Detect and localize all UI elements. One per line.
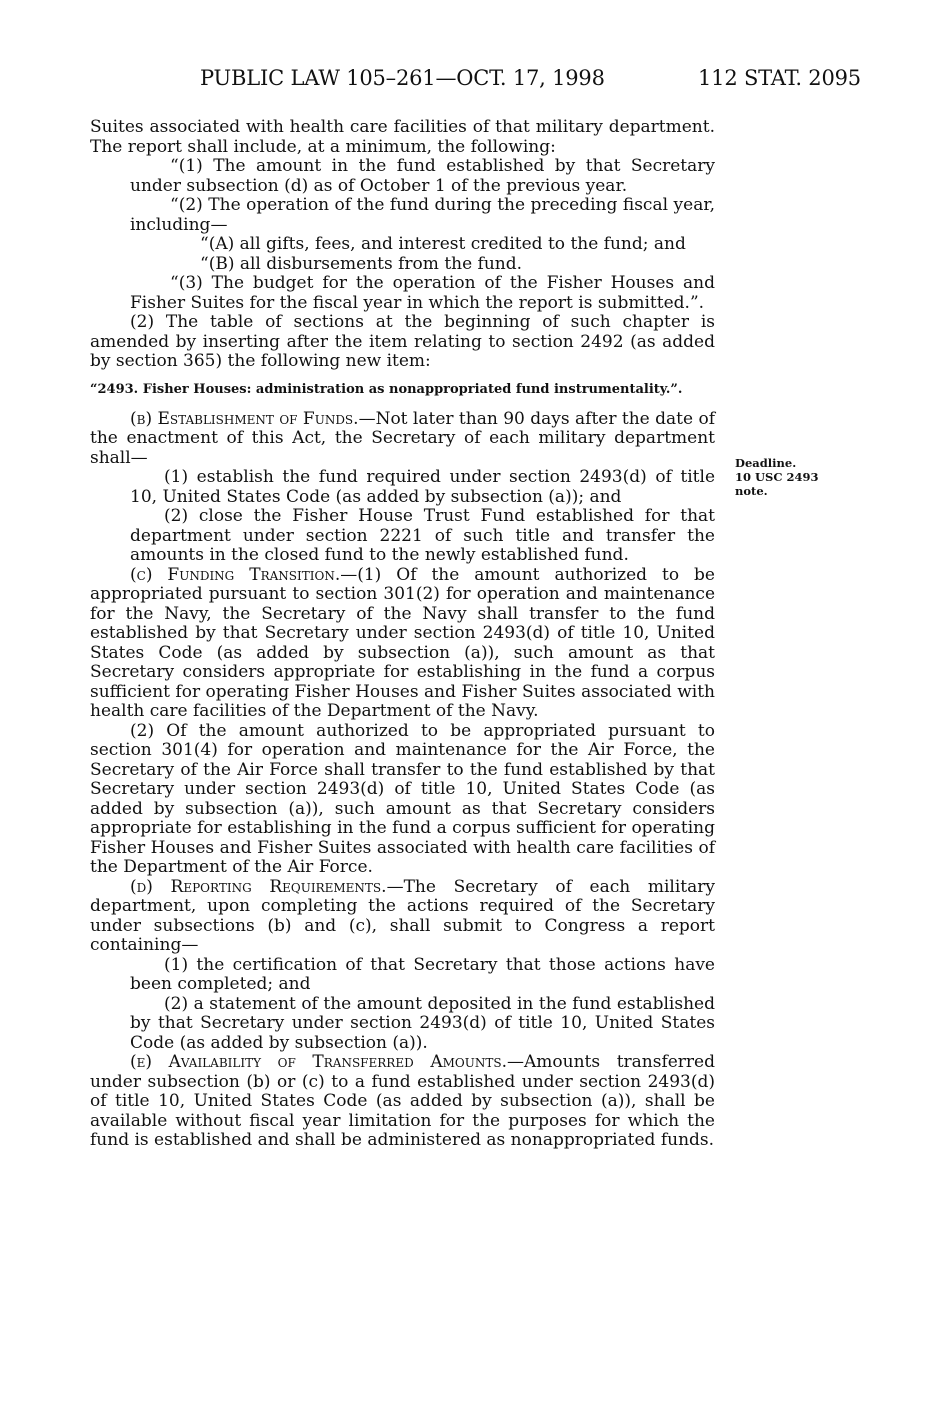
paragraph: (1) establish the fund required under section 2493(d) of title 10, United States Code (as added by subsection (a)); and [130, 467, 715, 507]
subsection-text: —The Secretary of each military department, upon completing the actions required of the Secretary under subsections (b) and (c), shall submit to Congress a report containing— [90, 876, 715, 955]
subsection-text: —Not later than 90 days after the date of the enactment of this Act, the Secretary of each military department shall— [90, 408, 715, 468]
paragraph: (2) close the Fisher House Trust Fund established for that department under section 2221 of such title and transfer the amounts in the closed fund to the newly established fund. [130, 506, 715, 565]
running-header-page: 112 STAT. 2095 [698, 66, 861, 90]
subsection-e [90, 1053, 715, 1151]
margin-note [735, 456, 845, 498]
paragraph: “(B) all disbursements from the fund. [200, 253, 523, 274]
margin-note-note: note. [735, 484, 768, 498]
paragraph: (2) a statement of the amount deposited in the fund established by that Secretary under section 2493(d) of title 10, United States Code (as added by subsection (a)). [130, 993, 715, 1053]
subsection-heading: (d) Reporting Requirements. [130, 876, 387, 897]
paragraph: Suites associated with health care facilities of that military department. The report shall include, at a minimum, the following: [90, 117, 715, 157]
table-of-sections-item: “2493. Fisher Houses: administration as nonappropriated fund instrumentality.”. [90, 381, 683, 397]
subsection-b [90, 410, 715, 469]
subsection-heading: (e) Availability of Transferred Amounts. [130, 1052, 507, 1072]
subsection-d [90, 878, 715, 956]
subsection-text: —Amounts transferred under subsection (b) or (c) to a fund established under section 2493(d) of title 10, United States Code (as added by subsection (a)), shall be available without fiscal year limitation for the purposes for which the fund is established and shall be administered as nonappropriated funds. [90, 1052, 716, 1150]
margin-note-usc: 10 USC 2493 [735, 470, 819, 484]
subsection-heading: (b) Establishment of Funds. [130, 408, 359, 429]
paragraph: “(A) all gifts, fees, and interest credited to the fund; and [200, 234, 686, 254]
paragraph: (1) the certification of that Secretary that those actions have been completed; and [130, 954, 715, 994]
document-body [90, 118, 715, 1151]
paragraph: (2) Of the amount authorized to be appropriated pursuant to section 301(4) for operation and maintenance for the Air Force, the Secretary of the Air Force shall transfer to the fund established by that Secretary under section 2493(d) of title 10, United States Code (as added by subsection (a)), such amount as that Secretary considers appropriate for establishing in the fund a corpus sufficient for operating Fisher Houses and Fisher Suites associated with health care facilities of the Department of the Air Force. [90, 720, 715, 877]
subsection-heading: (c) Funding Transition. [130, 564, 341, 585]
subsection-text: —(1) Of the amount authorized to be appropriated pursuant to section 301(2) for operation and maintenance for the Navy, the Secretary of the Navy shall transfer to the fund established by that Secretary under section 2493(d) of title 10, United States Code (as added by subsection (a)), such amount as that Secretary considers appropriate for establishing in the fund a corpus sufficient for operating Fisher Houses and Fisher Suites associated with health care facilities of the Department of the Navy. [90, 564, 715, 721]
paragraph: (2) The table of sections at the beginning of such chapter is amended by inserting after the item relating to section 2492 (as added by section 365) the following new item: [90, 312, 715, 371]
paragraph: “(3) The budget for the operation of the Fisher Houses and Fisher Suites for the fiscal year in which the report is submitted.”. [130, 273, 715, 313]
running-header-title: PUBLIC LAW 105–261—OCT. 17, 1998 [200, 66, 605, 90]
subsection-c [90, 566, 715, 722]
paragraph: “(1) The amount in the fund established by that Secretary under subsection (d) as of October 1 of the previous year. [130, 156, 715, 196]
paragraph: “(2) The operation of the fund during the preceding fiscal year, including— [130, 195, 715, 235]
margin-note-deadline: Deadline. [735, 456, 797, 470]
